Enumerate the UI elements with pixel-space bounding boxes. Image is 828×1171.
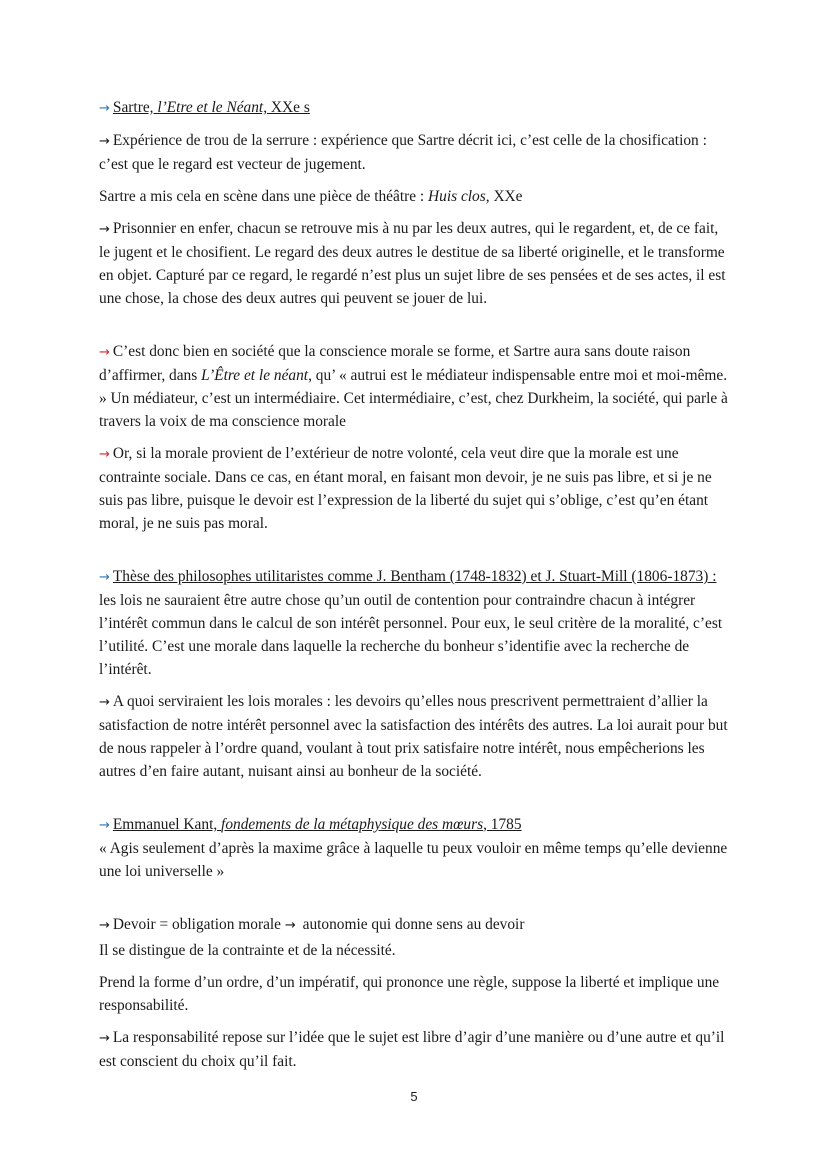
kant-quote: « Agis seulement d’après la maxime grâce à laquelle tu peux vouloir en même temps qu’elle devienne une loi universelle »: [99, 840, 728, 880]
duty-paragraph-2: Il se distingue de la contrainte et de la nécessité.: [99, 942, 396, 959]
utilitarian-paragraph-1: → Thèse des philosophes utilitaristes comme J. Bentham (1748-1832) et J. Stuart-Mill (1806-1873) : les lois ne sauraient être autre chose qu’un outil de contention pour contraindre chacun à intégrer l’intérêt commun dans le calcul de son intérêt personnel. Pour eux, le seul critère de la moralité, c’est l’utilité. C’est une morale dans laquelle la recherche du bonheur s’identifie avec la recherche de l’intérêt.: [99, 568, 723, 678]
society-paragraph-1: → C’est donc bien en société que la conscience morale se forme, et Sartre aura sans doute raison d’affirmer, dans L’Être et le néant, qu’ « autrui est le médiateur indispensable entre moi et moi-même. » Un médiateur, c’est un intermédiaire. Cet intermédiaire, c’est, chez Durkheim, la société, qui parle à travers la voix de ma conscience morale: [99, 343, 728, 430]
arrow-right-icon: →: [99, 695, 110, 710]
society-paragraph-2: → Or, si la morale provient de l’extérieur de notre volonté, cela veut dire que la morale est une contrainte sociale. Dans ce cas, en étant moral, en faisant mon devoir, je ne suis pas libre, et si je ne suis pas libre, puisque le devoir est l’expression de la liberté du sujet qui s’oblige, c’est qu’en étant moral, je ne suis pas moral.: [99, 445, 712, 532]
arrow-right-icon: →: [99, 570, 110, 585]
arrow-right-icon: →: [99, 918, 110, 933]
sartre-heading-text: Sartre, l’Etre et le Néant, XXe s: [112, 99, 310, 116]
arrow-right-icon: →: [284, 918, 296, 933]
sartre-paragraph-3: → Prisonnier en enfer, chacun se retrouve mis à nu par les deux autres, qui le regardent, et, de ce fait, le jugent et le chosifient. Le regard des deux autres le destitue de sa liberté originelle, et le transforme en objet. Capturé par ce regard, le regardé n’est plus un sujet libre de ses pensées et de ses actes, il est une chose, la chose des deux autres qui peuvent se jouer de lui.: [99, 220, 726, 307]
page-number: 5: [410, 1089, 418, 1104]
arrow-right-icon: →: [99, 101, 110, 116]
duty-paragraph-4: → La responsabilité repose sur l’idée que le sujet est libre d’agir d’une manière ou d’une autre et qu’il est conscient du choix qu’il fait.: [99, 1029, 725, 1070]
arrow-right-icon: →: [99, 134, 110, 149]
utilitarian-paragraph-2: → A quoi serviraient les lois morales : les devoirs qu’elles nous prescrivent permettraient d’allier la satisfaction de notre intérêt personnel avec la satisfaction des intérêts des autres. La loi aurait pour but de nous rappeler à l’ordre quand, voulant à tout prix satisfaire notre intérêt, nous empêcherions les autres d’en faire autant, nuisant ainsi au bonheur de la société.: [99, 693, 728, 780]
duty-paragraph-1: → Devoir = obligation morale → autonomie qui donne sens au devoir: [99, 916, 525, 933]
sartre-heading: [99, 96, 731, 120]
kant-heading-text: Emmanuel Kant, fondements de la métaphysique des mœurs, 1785: [112, 816, 522, 833]
arrow-right-icon: →: [99, 447, 110, 462]
arrow-right-icon: →: [99, 818, 110, 833]
duty-paragraph-3: Prend la forme d’un ordre, d’un impératif, qui prononce une règle, suppose la liberté et implique une responsabilité.: [99, 974, 720, 1014]
document-page: [99, 96, 731, 1073]
arrow-right-icon: →: [99, 1031, 110, 1046]
sartre-paragraph-2: Sartre a mis cela en scène dans une pièce de théâtre : Huis clos, XXe: [99, 188, 523, 205]
arrow-right-icon: →: [99, 345, 110, 360]
sartre-paragraph-1: → Expérience de trou de la serrure : expérience que Sartre décrit ici, c’est celle de la chosification : c’est que le regard est vecteur de jugement.: [99, 132, 707, 173]
kant-heading: [99, 813, 731, 837]
arrow-right-icon: →: [99, 222, 110, 237]
